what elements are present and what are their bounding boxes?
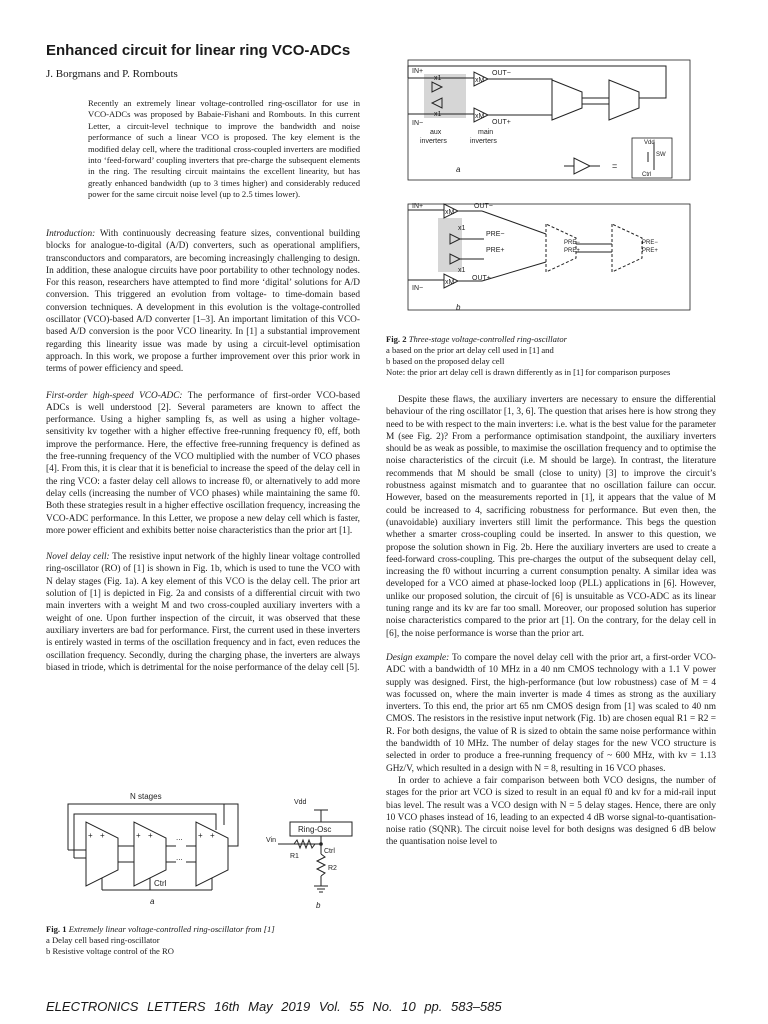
fig2a-xm-top: xM: [475, 77, 485, 84]
fig1-ctrl-b-label: Ctrl: [324, 848, 335, 855]
fig2b-label: b: [456, 303, 461, 312]
svg-text:+: +: [198, 831, 203, 840]
first-order-lead: First-order high-speed VCO-ADC:: [46, 390, 183, 401]
design-paragraph-2: In order to achieve a fair comparison between both VCO designs, the number of stages for the prior art VCO is sized to result in an equal f0 and kv for a mid-rail input bias level. The result was a VCO design with N = 5 delay stages. Hence, there are only 10 VCO phases instead of 16, leading to an expected 4 dB worse signal-to-quantisation-noise ratio (SQNR). The circuit noise level for both designs was designed 6 dB below the quantisation noise level to: [386, 775, 716, 848]
abstract: Recently an extremely linear voltage-controlled ring-oscillator for use in VCO-ADCs was proposed by Babaie-Fishani and Rombouts. In this current Letter, a circuit-level technique to improve the bandwidth and noise performance of such a linear VCO is proposed. The key element is the modified delay cell, where the traditional cross-coupled inverters are modified into ‘feed-forward’ coupling inverters that pre-charge the subsequent elements in the ring. The resulting circuit maintains the excellent linearity, but has greatly enhanced bandwidth (up to 3 times higher) and considerably reduced power for the same circuit noise level (up to 2.5 times lower).: [88, 98, 360, 200]
fig2b-s3-pre-plus: PRE+: [642, 248, 658, 254]
fig1-vin-label: Vin: [266, 837, 276, 844]
intro-paragraph: [46, 228, 360, 376]
fig2a-stage-2: [552, 80, 582, 120]
fig1-vdd-label: Vdd: [294, 799, 307, 806]
fig2b-x1-top: x1: [458, 225, 466, 232]
fig2a-out-plus: OUT+: [492, 119, 511, 126]
fig2a-x1-bottom: x1: [434, 111, 442, 118]
fig1-ctrl-label: Ctrl: [154, 879, 167, 888]
fig2a-sw: SW: [656, 152, 666, 158]
svg-text:+: +: [100, 831, 105, 840]
fig2a-aux-highlight: [424, 74, 466, 118]
fig2-caption-num: Fig. 2: [386, 334, 407, 344]
fig1-dots-bottom: ...: [176, 853, 183, 862]
intro-text: With continuously decreasing feature sizes, conventional building blocks for analogue-to-digital (A/D) converters, such as operational amplifiers, transconductors and comparators, are becoming increasingly challenging to design. In addition, these analogue circuits have poor portability to other technology nodes. For this reason, researchers have attempted to find more ‘digital’ solutions for A/D conversion. This triggered an evolution from voltage- to time-domain based conversion techniques. A development in this evolution is the voltage-controlled oscillator (VCO)-based A/D converter [1–3]. An important limitation of this VCO-based A/D conversion is the poor VCO linearity. In [1] a substantial improvement regarding this linearity issue was made by using a circuit-level optimisation approach. In this work, we propose a further improvement over this prior work in terms of power efficiency and speed.: [46, 229, 361, 375]
figure-1: [46, 790, 360, 910]
figure-2: [404, 58, 694, 320]
fig1-caption-a: a Delay cell based ring-oscillator: [46, 935, 160, 945]
fig2a-main-inverters-label: inverters: [470, 138, 497, 145]
fig2-caption: [386, 334, 716, 378]
fig2a-x1-top: x1: [434, 75, 442, 82]
novel-lead: Novel delay cell:: [46, 552, 110, 563]
fig2a-in-minus: IN−: [412, 120, 424, 127]
fig2a-stage-3: [609, 80, 639, 120]
svg-text:=: =: [612, 161, 618, 171]
fig1-caption-num: Fig. 1: [46, 924, 67, 934]
fig1-feedback-inner: [74, 814, 216, 858]
fig2b-in-plus: IN+: [412, 203, 424, 210]
novel-text: The resistive input network of the highly linear voltage controlled ring-oscillator (RO) of [1] is shown in Fig. 1b, which is used to tune the VCO with N delay stages (Fig. 1a). A key element of this VCO is the delay cell. The prior art solution of [1] is depicted in Fig. 2a and consists of a differential circuit with two main inverters with a weight M and two cross-coupled auxiliary inverters with a weight of one. Upon further inspection of the circuit, it was observed that these auxiliary inverters are bad for performance. First, the current used in these inverters is entirely wasted in terms of the oscillation frequency and in fact, even reduces the oscillation frequency. Secondly, during the charging phase, the inverters are always biased in triode, which is detrimental for the noise performance of the delay cell [5].: [46, 552, 361, 673]
svg-text:+: +: [136, 831, 141, 840]
svg-text:+: +: [148, 831, 153, 840]
paper-title: Enhanced circuit for linear ring VCO-ADCs: [46, 42, 351, 59]
fig2a-aux-label: aux: [430, 129, 442, 136]
fig1-ring-osc-label: Ring-Osc: [298, 825, 332, 834]
authors: J. Borgmans and P. Rombouts: [46, 68, 178, 80]
fig2b-x1-bottom: x1: [458, 267, 466, 274]
fig2b-out-minus: OUT−: [474, 203, 493, 210]
fig2a-aux-inverters-label: inverters: [420, 138, 447, 145]
fig2b-xm-bottom: xM: [445, 279, 455, 286]
fig2b-pre-minus: PRE−: [486, 231, 505, 238]
fig2-caption-note: Note: the prior art delay cell is drawn differently as in [1] for comparison purposes: [386, 367, 671, 377]
fig1-n-stages-label: N stages: [130, 792, 162, 801]
fig2a-inverter-symbol: [574, 158, 590, 174]
right-column-text: [386, 394, 716, 849]
design-lead: Design example:: [386, 652, 450, 663]
fig2b-s3-pre-minus: PRE−: [642, 240, 658, 246]
left-column-text: [46, 228, 360, 674]
design-text: To compare the novel delay cell with the prior art, a first-order VCO-ADC with a bandwidth of 10 MHz in a 40 nm CMOS technology with a 1.1 V power supply was designed. First, the high-performance (but low robustness) case of M = 4 was focussed on, where the main inverter is made 4 times as strong as the auxiliary inverters. To this end, the prior art 65 nm CMOS design from [1] was scaled to 40 nm CMOS. The resistors in the resistive input network (Fig. 1b) are chosen equal R1 = R2 = R. For both designs, the value of R is sized to obtain the same noise performance within the bandwidth of 10 MHz. The number of delay stages for the new VCO structure is selected in order to produce a free-running frequency of ~ 600 MHz, with kv = 1.13 GHz/V, which resulted in a design with N = 8, resulting in 16 VCO phases.: [386, 652, 717, 774]
fig1-feedback-top: [68, 804, 224, 850]
fig2a-out-minus: OUT−: [492, 70, 511, 77]
fig1-caption: [46, 924, 360, 957]
fig1-b-label: b: [316, 901, 321, 910]
design-paragraph: [386, 652, 716, 775]
fig2a-vdd: Vdd: [644, 140, 655, 146]
fig2a-label: a: [456, 165, 461, 174]
intro-lead: Introduction:: [46, 229, 96, 239]
fig1-r1-label: R1: [290, 853, 299, 860]
fig2a-main-label: main: [478, 129, 494, 136]
svg-text:+: +: [88, 831, 93, 840]
fig2-caption-title: Three-stage voltage-controlled ring-oscillator: [408, 334, 568, 344]
fig2a-ctrl: Ctrl: [642, 172, 652, 178]
fig2b-s2-pre-plus: PRE+: [564, 248, 580, 254]
fig1-r2-label: R2: [328, 865, 337, 872]
first-order-text: The performance of first-order VCO-based ADCs is well understood [2]. Several parameters are known to affect the performance. Using a higher sampling fs, as well as using a higher voltage-sensitivity kv together with a higher effective free-running frequency f0, eff, both improve the performance. Here, the effective free-running frequency is defined as the free-running frequency of the VCO multiplied with the number of VCO phases [4]. From this, it is clear that it is beneficial to increase the speed of the delay cell in the ring VCO: a faster delay cell allows to increase f0, or alternatively to add more delay cells (increasing the number of VCO phases) while maintaining the same f0. Both these strategies result in a higher effective oscillation frequency, increasing the VCO-ADC performance. In this Letter, we propose a new delay cell which is faster, more power efficient and exhibits better noise characteristics than the prior art [1].: [46, 390, 360, 536]
fig2b-in-minus: IN−: [412, 285, 424, 292]
fig2a-in-plus: IN+: [412, 68, 424, 75]
fig2a-xm-bottom: xM: [475, 113, 485, 120]
fig2b-xm-top: xM: [445, 209, 455, 216]
fig2-caption-a: a based on the prior art delay cell used in [1] and: [386, 345, 554, 355]
fig2-caption-b: b based on the proposed delay cell: [386, 356, 505, 366]
fig1-caption-b: b Resistive voltage control of the RO: [46, 946, 174, 956]
fig2b-s2-pre-minus: PRE−: [564, 240, 580, 246]
fig1-a-label: a: [150, 897, 155, 906]
fig1-dots-top: ...: [176, 833, 183, 842]
svg-text:+: +: [210, 831, 215, 840]
fig2b-stage-3: [612, 224, 642, 272]
first-order-paragraph: [46, 390, 360, 538]
flaws-paragraph: Despite these flaws, the auxiliary inverters are necessary to ensure the differential behaviour of the ring oscillator [1, 3, 6]. The question that arises here is how strong they need to be with respect to the main inverters: i.e. what is the best value for the parameter M (see Fig. 2)? From a performance optimisation standpoint, the auxiliary inverters should be as weak as possible, to maximise the oscillation frequency and to optimise the noise characteristics of the circuit (i.e. M should be large). In contrast, the literature recommends that M should be small (close to unity) [3] to improve the circuit’s robustness against mismatch and to guarantee that no oscillation failure can occur. However, based on the measurements reported in [1], it appears that the value of M could be increased to 4, sacrificing robustness for performance. But even then, the (unavoidable) auxiliary inverters still limit the performance. This begs the question whether a smarter cross-coupling could be inserted. In answer to this question, we propose the solution shown in Fig. 2b. Here the auxiliary inverters are used to create a feed-forward cross-coupling. This pre-charges the output of the subsequent delay cell, increasing the f0 without incurring a current consumption penalty. A similar idea was developed for a VCO aimed at phase-locked loop (PLL) applications in [6]. However, unlike our proposed solution, the circuit of [6] is unsuitable as VCO-ADC as its linear tuning range and its kv are far too small. Moreover, our proposed solution has superior noise characteristics compared to the prior art [1]. On the contrary, for the delay cell in [6], the noise performance is worse than the prior art.: [386, 395, 716, 639]
fig2b-out-plus: OUT+: [472, 275, 491, 282]
journal-footer: ELECTRONICS LETTERS 16th May 2019 Vol. 55 No. 10 pp. 583–585: [46, 999, 502, 1014]
novel-paragraph: [46, 551, 360, 674]
fig2b-pre-plus: PRE+: [486, 247, 505, 254]
fig1-caption-title: Extremely linear voltage-controlled ring-oscillator from [1]: [68, 924, 275, 934]
